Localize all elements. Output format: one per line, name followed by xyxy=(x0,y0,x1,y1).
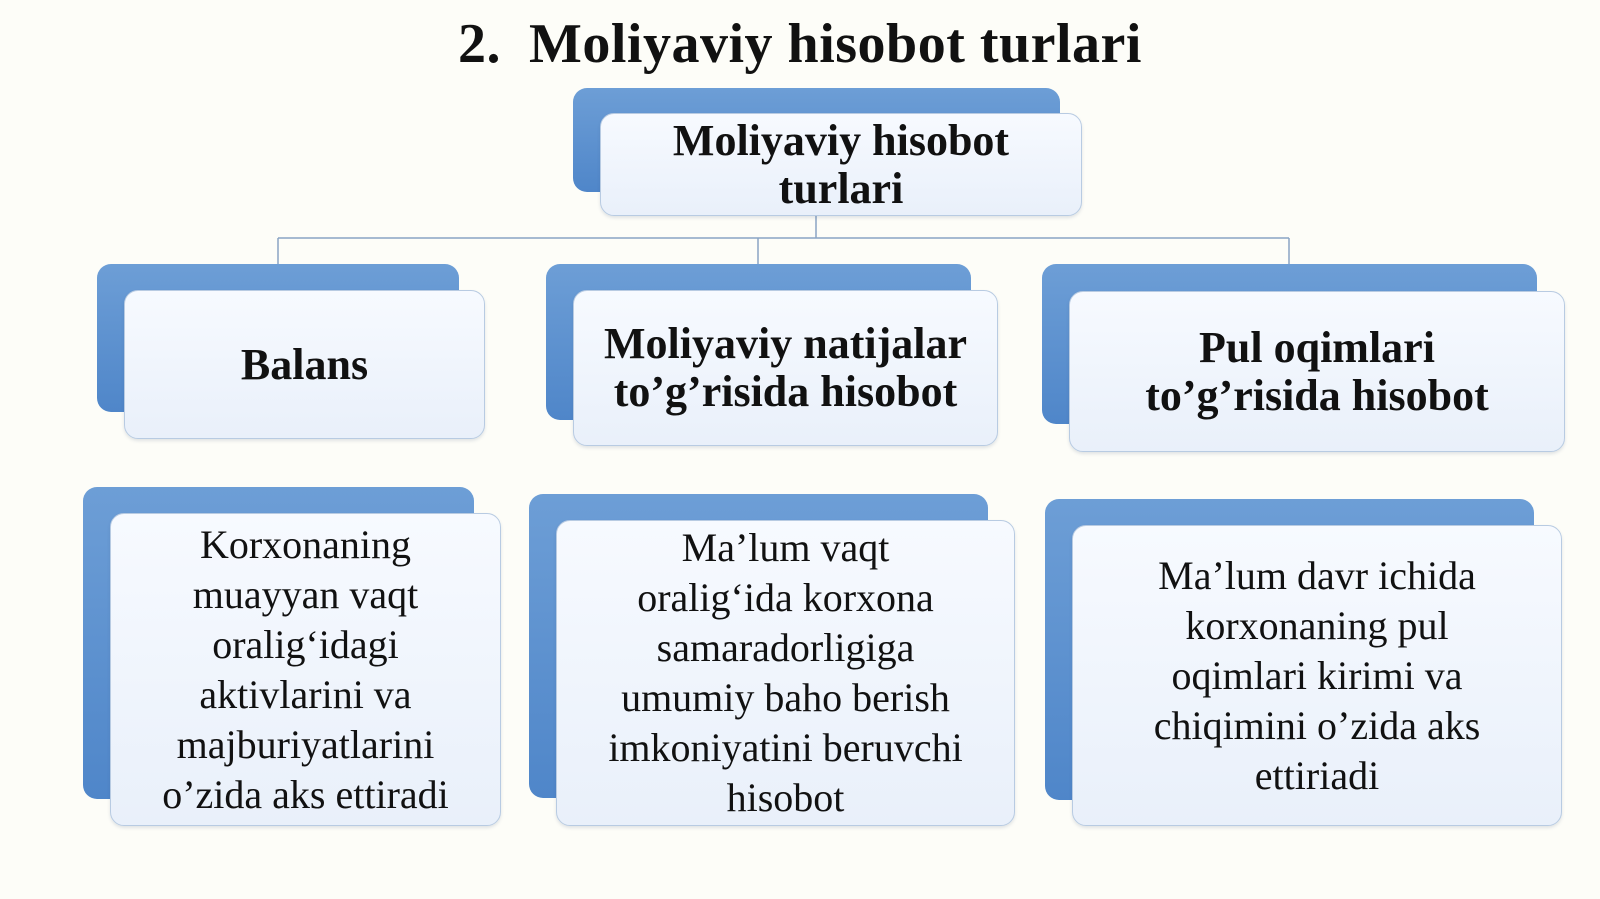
description-box xyxy=(556,520,1015,826)
category-label: Balans xyxy=(240,339,369,389)
title-text: Moliyaviy hisobot turlari xyxy=(529,13,1142,75)
description-text: Ma’lum vaqt oralig‘ida korxona samaradorligiga umumiy baho berish imkoniyatini beruvchi hisobot xyxy=(608,525,963,820)
category-box xyxy=(573,290,998,446)
title-number: 2. xyxy=(458,13,502,75)
category-label: Pul oqimlari to’g’risida hisobot xyxy=(1145,322,1489,420)
root-node-label: Moliyaviy hisobot turlari xyxy=(672,115,1010,213)
description-text: Korxonaning muayyan vaqt oralig‘idagi aktivlarini va majburiyatlarini o’zida aks ettiradi xyxy=(162,521,449,817)
category-box xyxy=(1069,291,1565,452)
description-text: Ma’lum davr ichida korxonaning pul oqimlari kirimi va chiqimini o’zida aks ettiriadi xyxy=(1153,552,1481,798)
description-box xyxy=(1072,525,1562,826)
root-node-box xyxy=(600,113,1082,216)
description-box xyxy=(110,513,501,826)
category-box xyxy=(124,290,485,439)
category-label: Moliyaviy natijalar to’g’risida hisobot xyxy=(604,319,967,416)
